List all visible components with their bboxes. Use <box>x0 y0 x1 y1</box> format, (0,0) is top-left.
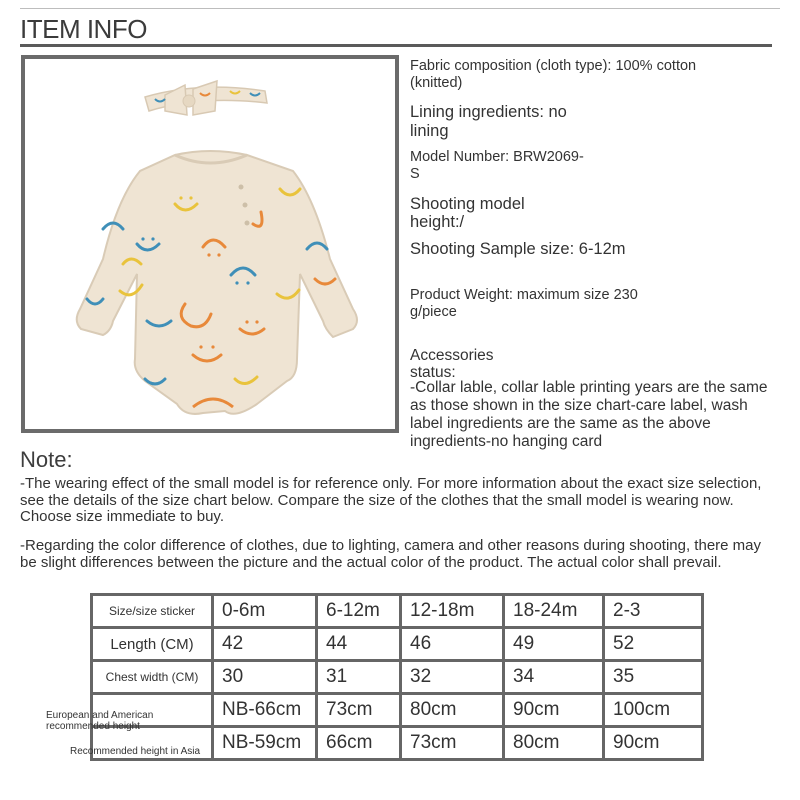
chest-cell: 34 <box>504 661 604 694</box>
product-photo <box>21 55 399 433</box>
eu-us-height-cell: 80cm <box>401 694 504 727</box>
size-cell: 12-18m <box>401 595 504 628</box>
eu-us-height-cell: 100cm <box>604 694 703 727</box>
table-row-chest <box>92 661 703 694</box>
length-cell: 42 <box>213 628 317 661</box>
section-title: ITEM INFO <box>20 14 147 44</box>
chest-cell: 30 <box>213 661 317 694</box>
size-cell: 6-12m <box>317 595 401 628</box>
size-cell: 2-3 <box>604 595 703 628</box>
asia-height-cell: NB-59cm <box>213 727 317 760</box>
eu-us-height-cell: NB-66cm <box>213 694 317 727</box>
chest-cell: 32 <box>401 661 504 694</box>
row-label-eu-us: European and American recommended height <box>46 710 154 732</box>
asia-height-cell: 90cm <box>604 727 703 760</box>
romper-image <box>77 151 357 414</box>
shooting-model-line-1: Shooting model <box>410 195 525 213</box>
row-label-length: Length (CM) <box>92 628 213 661</box>
length-cell: 44 <box>317 628 401 661</box>
table-row-size <box>92 595 703 628</box>
row-label-size: Size/size sticker <box>92 595 213 628</box>
top-divider <box>20 8 780 9</box>
headband-image <box>145 81 267 115</box>
size-cell: 18-24m <box>504 595 604 628</box>
asia-height-cell: 80cm <box>504 727 604 760</box>
row-label-chest: Chest width (CM) <box>92 661 213 694</box>
eu-us-height-cell: 90cm <box>504 694 604 727</box>
eu-us-height-cell: 73cm <box>317 694 401 727</box>
length-cell: 46 <box>401 628 504 661</box>
note-title: Note: <box>20 447 73 472</box>
accessories-detail: -Collar lable, collar lable printing years are the same as those shown in the size chart-care label, wash label ingredients are the same as the above ingredients-no hanging card <box>410 379 768 450</box>
size-chart-table <box>90 593 704 761</box>
accessories-line-1: Accessories <box>410 347 494 364</box>
lining-line-1: Lining ingredients: no <box>410 103 567 121</box>
sample-size: Shooting Sample size: 6-12m <box>410 240 626 258</box>
length-cell: 49 <box>504 628 604 661</box>
weight-line-2: g/piece <box>410 304 457 320</box>
accessories-line-2: status: <box>410 364 456 381</box>
size-cell: 0-6m <box>213 595 317 628</box>
row-label-asia: Recommended height in Asia <box>70 746 201 757</box>
length-cell: 52 <box>604 628 703 661</box>
asia-height-cell: 73cm <box>401 727 504 760</box>
model-number-line-1: Model Number: BRW2069- <box>410 149 584 165</box>
note-paragraph-2: -Regarding the color difference of clothes, due to lighting, camera and other reasons during shooting, there may be slight differences between the picture and the actual color of the product. The actual color shall prevail. <box>20 537 761 571</box>
weight-line-1: Product Weight: maximum size 230 <box>410 287 638 303</box>
title-underline <box>20 44 772 47</box>
chest-cell: 31 <box>317 661 401 694</box>
lining-line-2: lining <box>410 122 449 140</box>
note-paragraph-1: -The wearing effect of the small model is for reference only. For more information about the exact size selection, see the details of the size chart below. Compare the size of the clothes that the small model is wearing now. Choose size immediate to buy. <box>20 475 762 525</box>
model-number-line-2: S <box>410 166 420 182</box>
asia-height-cell: 66cm <box>317 727 401 760</box>
chest-cell: 35 <box>604 661 703 694</box>
table-row-length <box>92 628 703 661</box>
baby-romper-illustration <box>25 59 395 429</box>
fabric-composition: Fabric composition (cloth type): 100% cotton (knitted) <box>410 58 697 91</box>
shooting-model-line-2: height:/ <box>410 213 465 231</box>
